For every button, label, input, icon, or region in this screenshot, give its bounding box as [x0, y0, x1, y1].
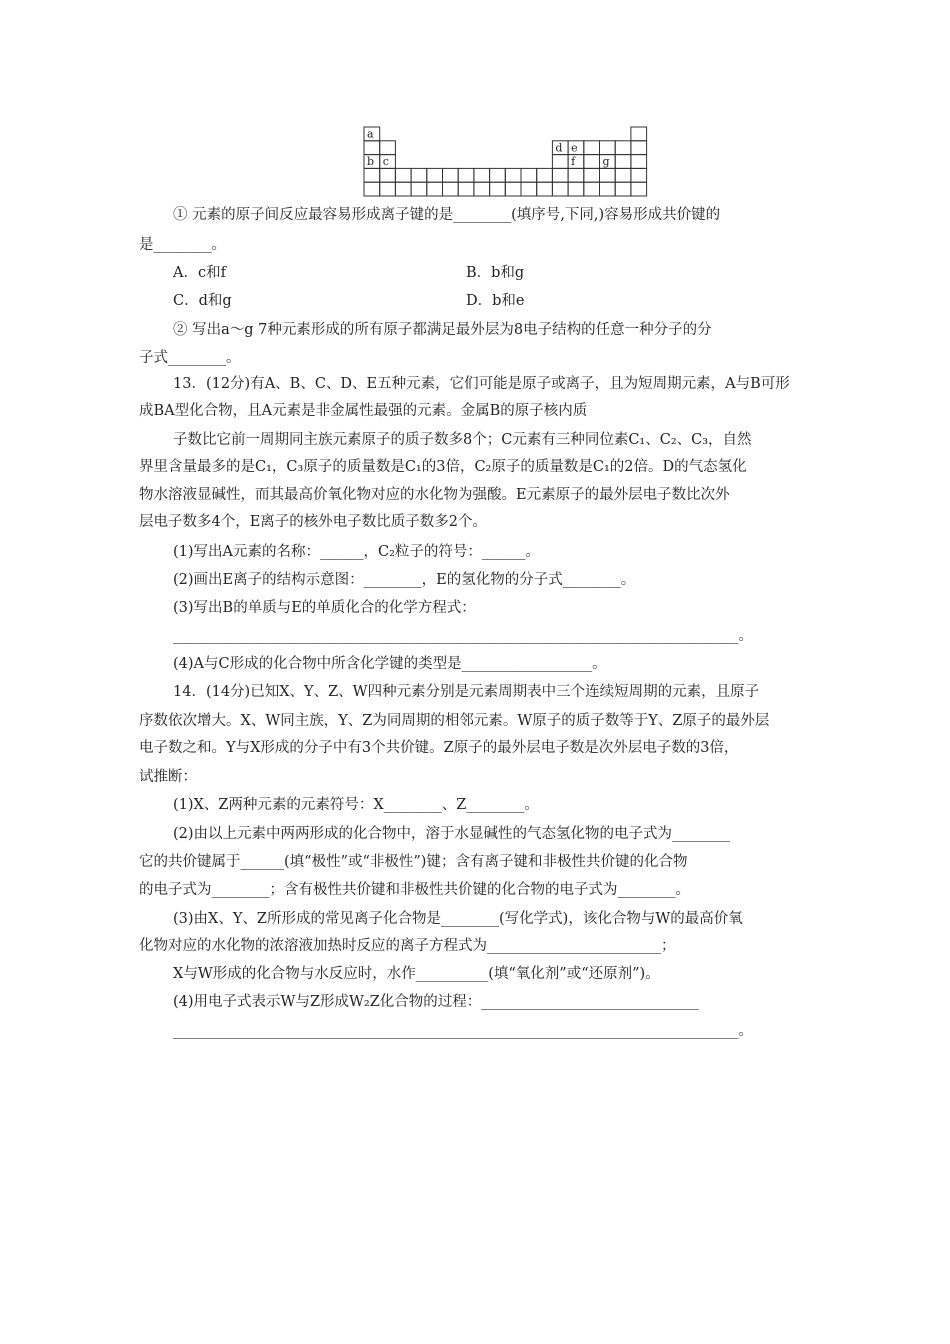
table-cell — [490, 168, 506, 182]
text-line: 界里含量最多的是C₁，C₃原子的质量数是C₁的3倍，C₂原子的质量数是C₁的2倍。D的气态氢化 — [139, 459, 747, 475]
table-cell — [474, 168, 490, 182]
text-line: A．c和f — [173, 265, 226, 281]
text-line: 序数依次增大。X、W同主族，Y、Z为同周期的相邻元素。W原子的质子数等于Y、Z原子的最外层 — [139, 713, 770, 729]
table-cell — [411, 182, 427, 196]
table-cell — [458, 182, 474, 196]
text-line: ② 写出a～g 7种元素形成的所有原子都满足最外层为8电子结构的任意一种分子的分 — [173, 322, 712, 338]
table-cell — [584, 168, 600, 182]
table-cell — [631, 182, 647, 196]
text-line: ______________________________________________________________________________。 — [173, 628, 753, 644]
element-label-b: b — [367, 155, 375, 169]
table-cell — [505, 168, 521, 182]
table-cell — [631, 141, 647, 155]
text-line: (1)X、Z两种元素的元素符号：X________、Z________。 — [173, 797, 539, 813]
text-line: (2)由以上元素中两两形成的化合物中，溶于水显碱性的气态氢化物的电子式为________ — [173, 826, 731, 842]
text-line: 子式________。 — [139, 350, 241, 366]
table-cell — [458, 168, 474, 182]
text-line: B．b和g — [466, 265, 525, 281]
table-cell — [474, 182, 490, 196]
table-cell — [584, 155, 600, 169]
table-cell — [380, 141, 396, 155]
table-cell — [600, 168, 616, 182]
table-cell — [584, 182, 600, 196]
periodic-table-diagram — [0, 0, 950, 210]
table-cell — [521, 168, 537, 182]
table-cell — [427, 182, 443, 196]
text-line: (1)写出A元素的名称：______，C₂粒子的符号：______。 — [173, 544, 540, 560]
element-label-c: c — [382, 155, 389, 169]
text-line: 子数比它前一周期同主族元素原子的质子数多8个；C元素有三种同位素C₁、C₂、C₃，自然 — [173, 432, 752, 448]
table-cell — [600, 182, 616, 196]
text-line: (2)画出E离子的结构示意图：________，E的氢化物的分子式________。 — [173, 572, 636, 588]
text-line: 它的共价键属于______(填“极性”或“非极性”)键；含有离子键和非极性共价键的化合物 — [139, 854, 688, 870]
element-label-a: a — [367, 127, 374, 141]
element-label-f: f — [571, 155, 576, 169]
table-cell — [505, 182, 521, 196]
table-cell — [568, 168, 584, 182]
text-line: 电子数之和。Y与X形成的分子中有3个共价键。Z原子的最外层电子数是次外层电子数的3倍， — [139, 740, 739, 756]
text-line: 成BA型化合物，且A元素是非金属性最强的元素。金属B的原子核内质 — [139, 403, 588, 419]
table-cell — [443, 182, 459, 196]
table-cell — [380, 182, 396, 196]
table-cell — [364, 141, 380, 155]
text-line: 13．(12分)有A、B、C、D、E五种元素，它们可能是原子或离子，且为短周期元素，A与B可形 — [173, 376, 790, 392]
text-line: C．d和g — [173, 293, 232, 309]
table-cell — [552, 168, 568, 182]
text-line: X与W形成的化合物与水反应时，水作__________(填“氧化剂”或“还原剂”)。 — [173, 966, 660, 982]
table-cell — [395, 168, 411, 182]
text-line: ______________________________________________________________________________。 — [173, 1023, 753, 1039]
text-line: (4)A与C形成的化合物中所含化学键的类型是__________________。 — [173, 656, 607, 672]
table-cell — [537, 182, 553, 196]
table-cell — [631, 127, 647, 141]
table-cell — [631, 168, 647, 182]
table-cell — [521, 182, 537, 196]
table-cell — [552, 155, 568, 169]
table-cell — [380, 168, 396, 182]
text-line: 层电子数多4个，E离子的核外电子数比质子数多2个。 — [139, 514, 488, 530]
table-cell — [615, 155, 631, 169]
table-cell — [364, 182, 380, 196]
table-cell — [427, 168, 443, 182]
text-line: (3)由X、Y、Z所形成的常见离子化合物是________(写化学式)，该化合物与W的最高价氧 — [173, 911, 743, 927]
text-line: D．b和e — [466, 293, 525, 309]
text-line: (4)用电子式表示W与Z形成W₂Z化合物的过程：______________________________ — [173, 994, 699, 1010]
table-cell — [395, 182, 411, 196]
table-cell — [443, 168, 459, 182]
element-label-e: e — [571, 141, 578, 155]
table-cell — [584, 141, 600, 155]
table-cell — [552, 182, 568, 196]
text-line: 是________。 — [139, 237, 226, 253]
text-line: 化物对应的水化物的浓溶液加热时反应的离子方程式为________________________； — [139, 938, 676, 954]
table-cell — [490, 182, 506, 196]
table-cell — [537, 168, 553, 182]
table-cell — [615, 168, 631, 182]
text-line: 物水溶液显碱性，而其最高价氧化物对应的水化物为强酸。E元素原子的最外层电子数比次外 — [139, 487, 730, 503]
text-line: 14．(14分)已知X、Y、Z、W四种元素分别是元素周期表中三个连续短周期的元素，且原子 — [173, 684, 760, 700]
element-label-d: d — [555, 141, 563, 155]
text-line: 试推断： — [139, 769, 197, 785]
table-cell — [411, 168, 427, 182]
text-line: ① 元素的原子间反应最容易形成离子键的是________(填序号,下同,)容易形成共价键的 — [173, 207, 721, 223]
table-cell — [600, 141, 616, 155]
table-cell — [631, 155, 647, 169]
element-label-g: g — [602, 155, 610, 169]
table-cell — [615, 182, 631, 196]
text-line: 的电子式为________；含有极性共价键和非极性共价键的化合物的电子式为________。 — [139, 882, 690, 898]
table-cell — [568, 182, 584, 196]
table-cell — [615, 141, 631, 155]
text-line: (3)写出B的单质与E的单质化合的化学方程式： — [173, 600, 476, 616]
table-cell — [364, 168, 380, 182]
